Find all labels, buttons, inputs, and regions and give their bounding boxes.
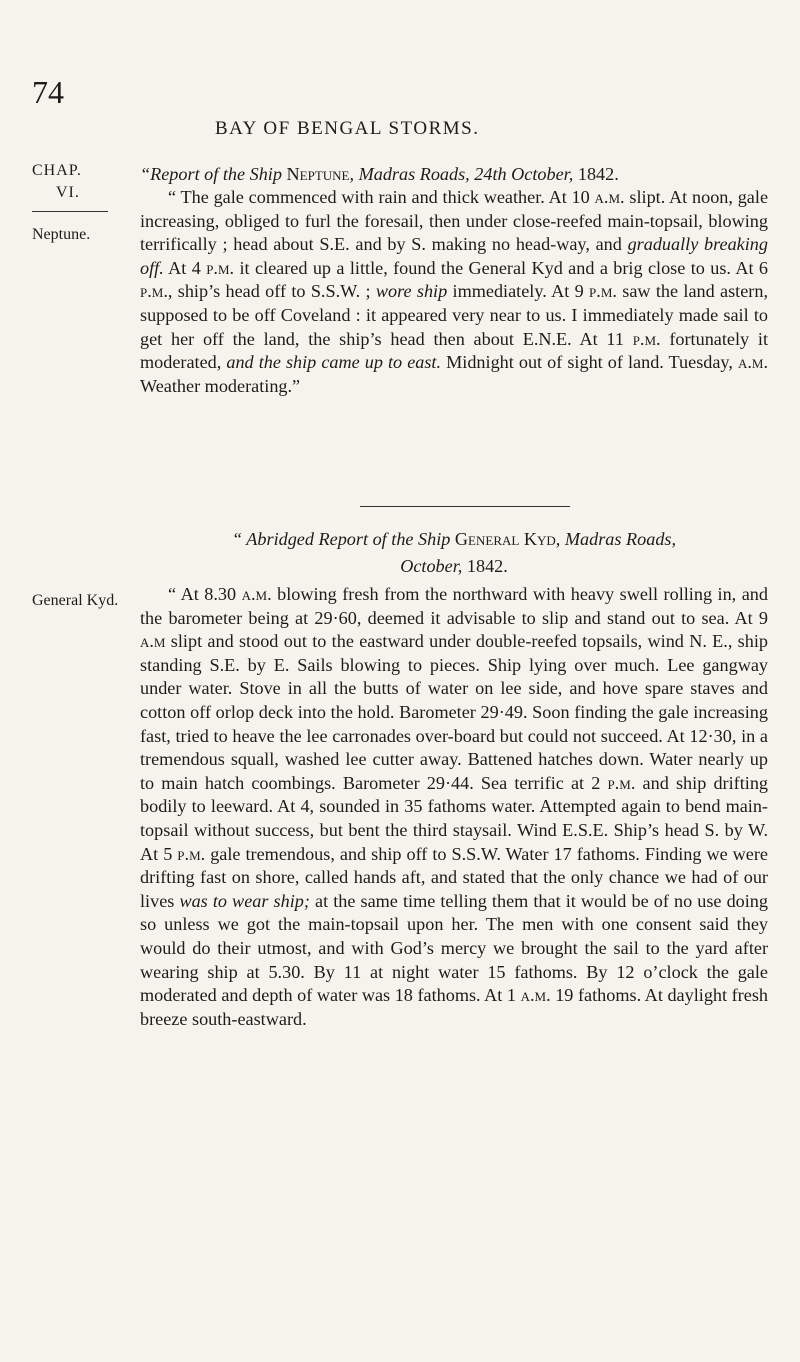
margin-note-general-kyd: General Kyd. (32, 592, 119, 609)
chapter-number: VI. (56, 184, 80, 201)
ship-name: General Kyd (454, 529, 556, 549)
report-general-kyd-text: “ At 8.30 a.m. blowing fresh from the northward with heavy swell rolling in, and the barometer being at 29·60, deemed it advisable to slip and stand out to sea. At 9 a.m slipt and stood out to the eastward under double-reefed topsails, wind N. E., ship standing S.E. by E. Sails blowing to pieces. Ship lying over much. Lee gangway under water. Stove in all the butts of water on lee side, and hove spare staves and cotton off orlop deck into the hold. Barometer 29·49. Soon finding the gale increasing fast, tried to heave the lee carronades over-board but could not succeed. At 12·30, in a tremendous squall, washed lee cutter away. Battened hatches down. Water nearly up to main hatch coombings. Barometer 29·44. Sea terrific at 2 p.m. and ship drifting bodily to leeward. At 4, sounded in 35 fathoms water. Attempted again to bend main-topsail without success, but bent the third staysail. Wind E.S.E. Ship’s head S. by W. At 5 p.m. gale tremendous, and ship off to S.S.W. Water 17 fathoms. Finding we were drifting fast on shore, called hands aft, and stated that the only chance we had of our lives was to wear ship; at the same time telling them that it would be of no use doing so unless we got the main-topsail upon her. The men with one consent said they would do their utmost, and with God’s mercy we brought the sail to the yard after wearing ship at 5.30. By 11 at night water 15 fathoms. By 12 o’clock the gale moderated and depth of water was 18 fathoms. At 1 a.m. 19 fathoms. At daylight fresh breeze south-eastward. (140, 584, 769, 1029)
margin-rule (32, 211, 108, 212)
report-title-neptune: “Report of the Ship Neptune, Madras Roads, 24th October, 1842. (140, 164, 619, 184)
page-number: 74 (32, 74, 64, 110)
report-title-general-kyd: “ Abridged Report of the Ship General Kyd, Madras Roads, October, 1842. (231, 529, 677, 576)
section-divider (360, 506, 570, 507)
ship-name: Neptune (286, 164, 350, 184)
margin-chapter (32, 160, 132, 204)
chapter-label: CHAP. (32, 162, 82, 179)
running-head: BAY OF BENGAL STORMS. (215, 118, 480, 139)
report-neptune-text: “ The gale commenced with rain and thick weather. At 10 a.m. slipt. At noon, gale increasing, obliged to furl the foresail, then under close-reefed main-topsail, blowing terrifically ; head about S.E. and by S. making no head-way, and gradually breaking off. At 4 p.m. it cleared up a little, found the General Kyd and a brig close to us. At 6 p.m., ship’s head off to S.S.W. ; wore ship immediately. At 9 p.m. saw the land astern, supposed to be off Coveland : it appeared very near to us. I immediately made sail to get her off the land, the ship’s head then about E.N.E. At 11 p.m. fortunately it moderated, and the ship came up to east. Midnight out of sight of land. Tuesday, a.m. Weather moderating.” (140, 187, 769, 396)
margin-note-neptune: Neptune. (32, 226, 91, 243)
